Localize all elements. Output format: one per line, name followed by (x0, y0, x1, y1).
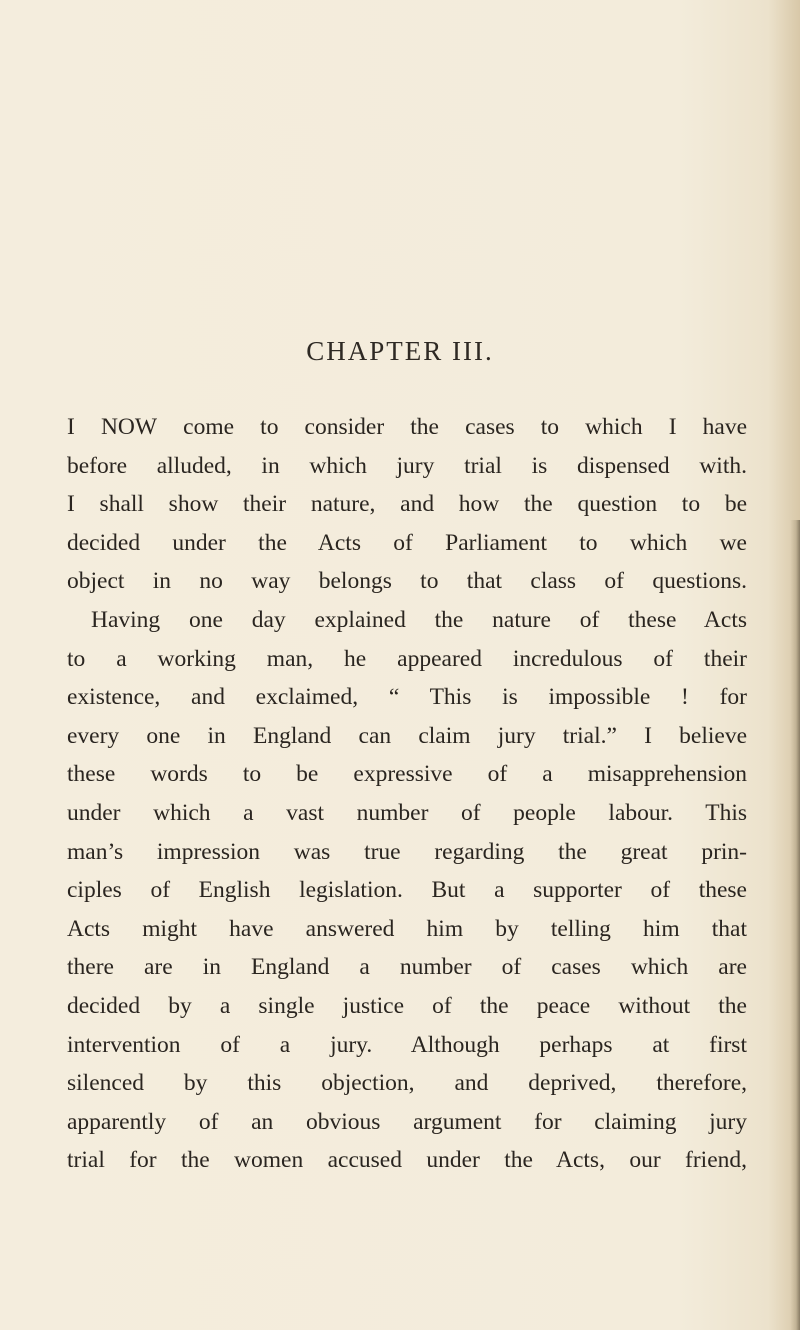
page-edge-shadow (790, 520, 800, 1330)
text-line-4: decided under the Acts of Parliament to which we (67, 529, 747, 556)
text-line-14: Acts might have answered him by telling him that (67, 915, 747, 942)
text-line-8: existence, and exclaimed, “ This is impossible ! for (67, 684, 747, 711)
text-line-19: apparently of an obvious argument for claiming jury (67, 1108, 747, 1135)
text-line-5: object in no way belongs to that class of questions. (67, 568, 747, 595)
text-line-10: these words to be expressive of a misapprehension (67, 761, 747, 788)
lead-letter: I (67, 414, 75, 440)
text-line-1-rest: come to consider the cases to which I have (157, 414, 747, 440)
text-line-11: under which a vast number of people labour. This (67, 799, 747, 826)
chapter-body-text (67, 408, 747, 1180)
text-line-17: intervention of a jury. Although perhaps at first (67, 1031, 747, 1058)
text-line-13: ciples of English legislation. But a supporter of these (67, 877, 747, 904)
chapter-heading: CHAPTER III. (306, 336, 494, 366)
text-line-6: Having one day explained the nature of these Acts (91, 606, 747, 633)
text-line-16: decided by a single justice of the peace without the (67, 992, 747, 1019)
text-line-18: silenced by this objection, and deprived, therefore, (67, 1070, 747, 1097)
text-line-9: every one in England can claim jury trial.” I believe (67, 722, 747, 749)
text-line-3: I shall show their nature, and how the question to be (67, 491, 747, 518)
text-line-15: there are in England a number of cases which are (67, 954, 747, 981)
text-line-20: trial for the women accused under the Acts, our friend, (67, 1147, 747, 1174)
text-line-7: to a working man, he appeared incredulous of their (67, 645, 747, 672)
text-line-1 (67, 408, 747, 447)
lead-word-smallcaps: NOW (100, 414, 158, 440)
text-line-2: before alluded, in which jury trial is dispensed with. (67, 452, 747, 479)
text-line-12: man’s impression was true regarding the great prin- (67, 838, 747, 865)
